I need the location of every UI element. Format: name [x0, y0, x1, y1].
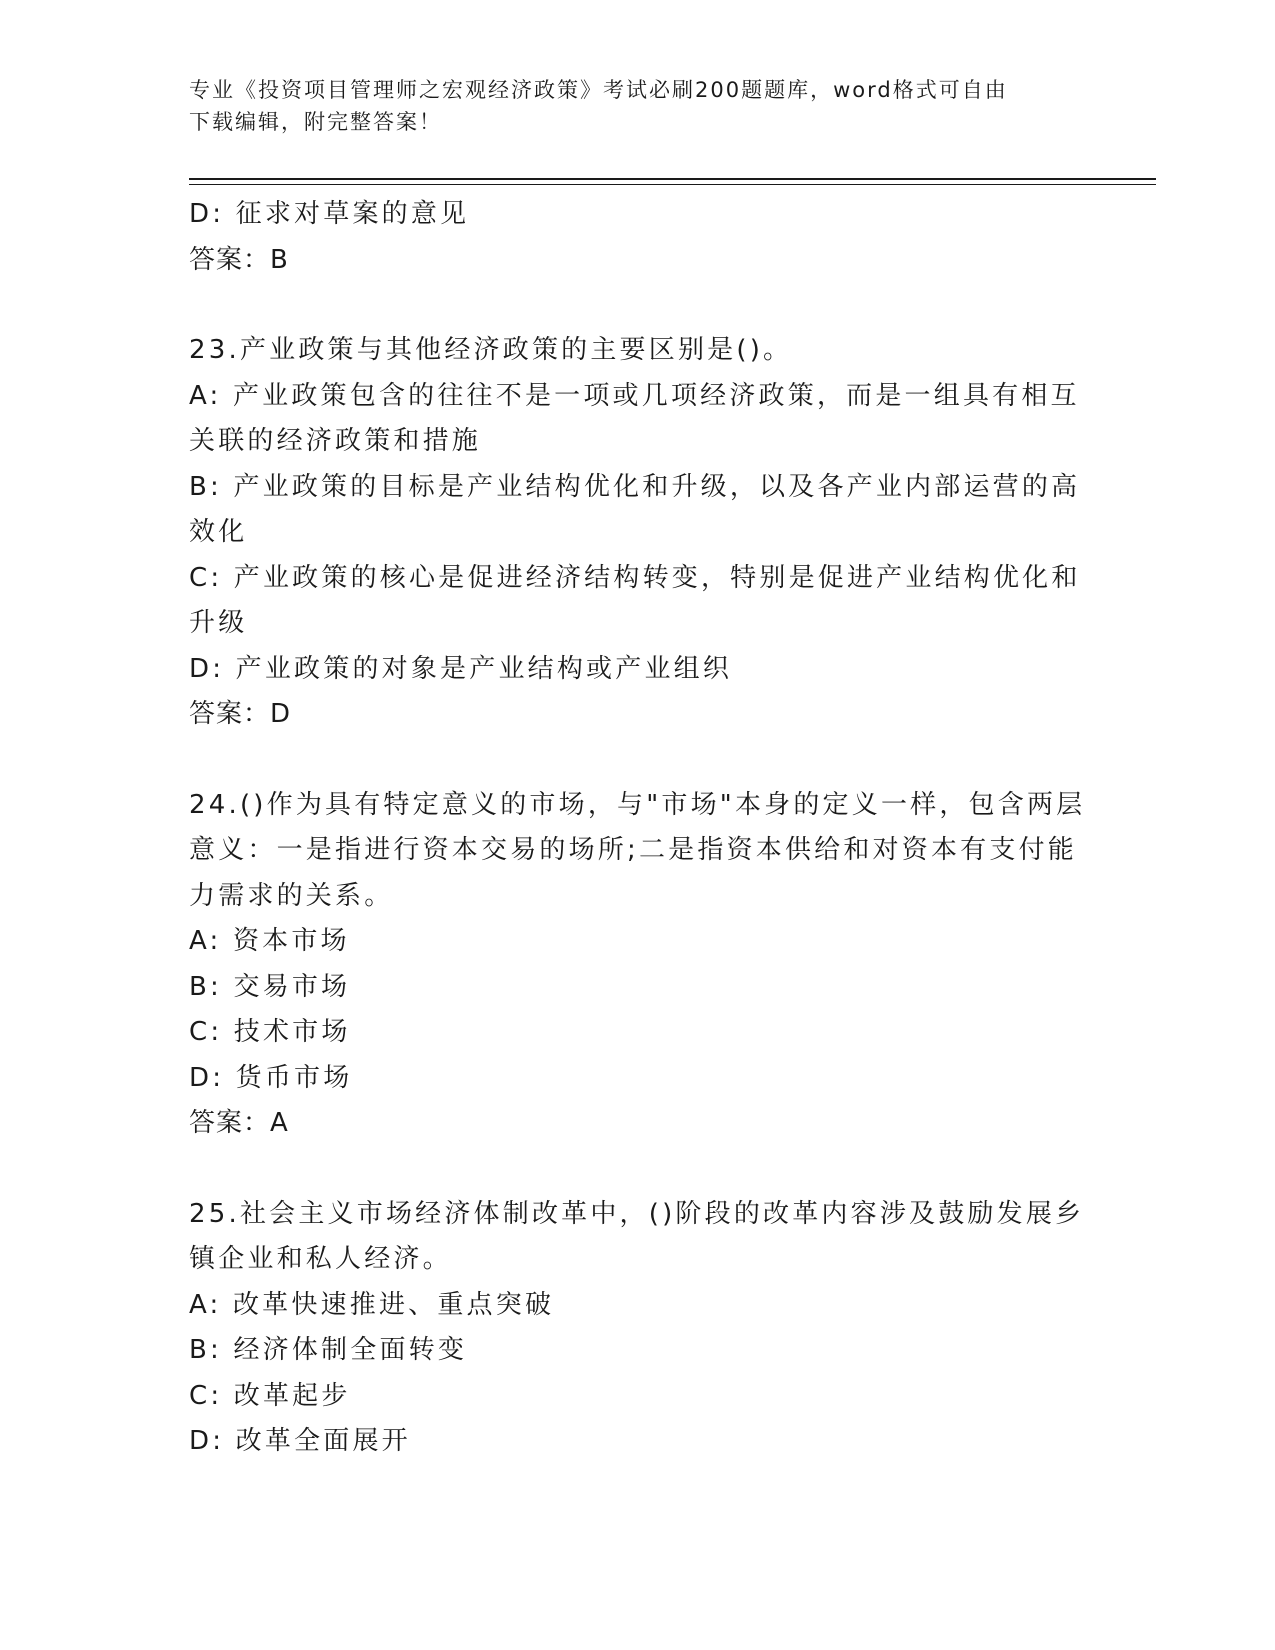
- option-a: A: 资本市场: [189, 926, 350, 956]
- header-divider-thin: [189, 184, 1156, 185]
- option-c: C: 技术市场: [189, 1017, 351, 1047]
- option-b: B: 交易市场: [189, 971, 351, 1002]
- option-b-continued: 效化: [189, 517, 248, 547]
- question-stem: 24.()作为具有特定意义的市场，与"市场"本身的定义一样，包含两层: [189, 789, 1086, 820]
- header-divider-thick: [189, 178, 1156, 180]
- question-24: [189, 783, 1086, 1147]
- question-stem: 23.产业政策与其他经济政策的主要区别是()。: [189, 335, 793, 365]
- question-22-tail: [189, 192, 1069, 283]
- option-c: C: 产业政策的核心是促进经济结构转变，特别是促进产业结构优化和: [189, 562, 1081, 593]
- option-d: D: 改革全面展开: [189, 1426, 411, 1456]
- header-line-1: 专业《投资项目管理师之宏观经济政策》考试必刷200题题库，word格式可自由: [189, 78, 1008, 102]
- question-content: [189, 192, 1086, 1465]
- option-b: B: 产业政策的目标是产业结构优化和升级，以及各产业内部运营的高: [189, 471, 1081, 502]
- option-a: A: 改革快速推进、重点突破: [189, 1289, 555, 1320]
- question-stem-continued: 意义：一是指进行资本交易的场所;二是指资本供给和对资本有支付能: [189, 835, 1077, 865]
- spacer: [189, 1147, 1069, 1192]
- option-d: D: 征求对草案的意见: [189, 199, 470, 229]
- header-line-2: 下载编辑，附完整答案！: [189, 110, 442, 134]
- option-b: B: 经济体制全面转变: [189, 1335, 468, 1365]
- option-d: D: 货币市场: [189, 1062, 353, 1093]
- question-23: [189, 328, 1081, 738]
- question-25: [189, 1192, 1085, 1465]
- option-d: D: 产业政策的对象是产业结构或产业组织: [189, 653, 733, 684]
- question-stem: 25.社会主义市场经济体制改革中，()阶段的改革内容涉及鼓励发展乡: [189, 1198, 1085, 1229]
- option-a-continued: 关联的经济政策和措施: [189, 426, 482, 456]
- answer-label: 答案：A: [189, 1108, 289, 1138]
- answer-label: 答案：D: [189, 699, 292, 729]
- question-stem-continued: 力需求的关系。: [189, 880, 394, 911]
- option-c-continued: 升级: [189, 608, 248, 638]
- spacer: [189, 283, 1069, 328]
- answer-label: 答案：B: [189, 244, 289, 275]
- option-a: A: 产业政策包含的往往不是一项或几项经济政策，而是一组具有相互: [189, 380, 1080, 411]
- document-header: [189, 74, 1069, 138]
- option-c: C: 改革起步: [189, 1380, 351, 1411]
- question-stem-continued: 镇企业和私人经济。: [189, 1244, 452, 1274]
- spacer: [189, 738, 1069, 783]
